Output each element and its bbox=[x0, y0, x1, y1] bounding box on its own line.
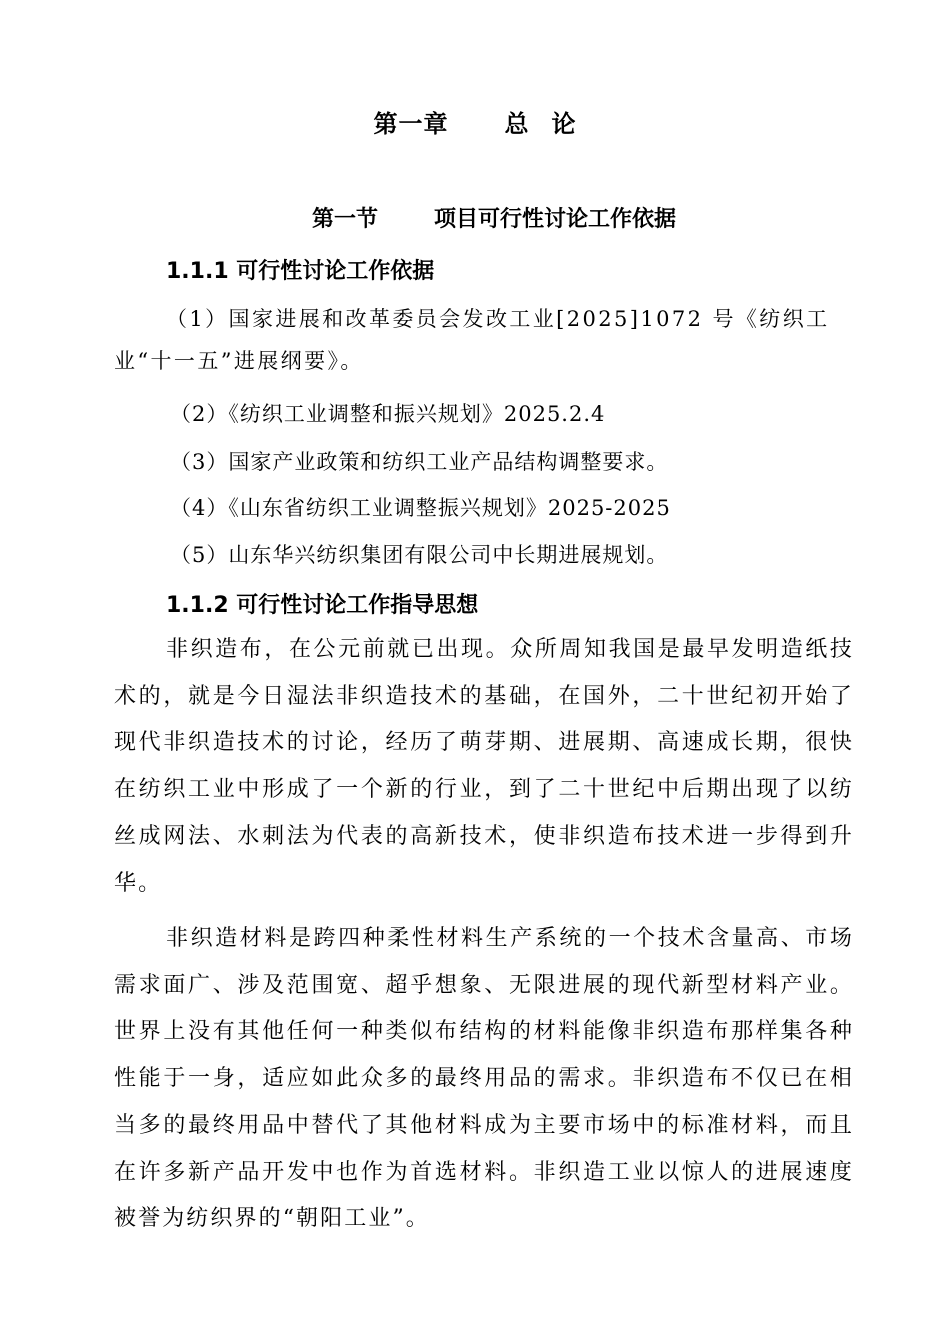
section-title-text: 项目可行性讨论工作依据 bbox=[434, 207, 677, 232]
chapter-title-char-2: 论 bbox=[551, 110, 577, 138]
section-number: 第一节 bbox=[312, 207, 379, 232]
chapter-title bbox=[0, 104, 950, 139]
section-title bbox=[312, 202, 676, 233]
basis-item-3: （3）国家产业政策和纺织工业产品结构调整要求。 bbox=[170, 450, 669, 474]
paragraph-nonwoven-materials: 非织造材料是跨四种柔性材料生产系统的一个技术含量高、市场需求面广、涉及范围宽、超乎想象、无限进展的现代新型材料产业。世界上没有其他任何一种类似布结构的材料能像非织造布那样集各种性能于一身，适应如此众多的最终用品的需求。非织造布不仅已在相当多的最终用品中替代了其他材料成为主要市场中的标准材料，而且在许多新产品开发中也作为首选材料。非织造工业以惊人的进展速度被誉为纺织界的“朝阳工业”。 bbox=[114, 926, 854, 1232]
subsection-heading-1-1-2: 1.1.2 可行性讨论工作指导思想 bbox=[166, 593, 479, 618]
subsection-heading-1-1-1: 1.1.1 可行性讨论工作依据 bbox=[166, 259, 435, 284]
basis-item-5: （5）山东华兴纺织集团有限公司中长期进展规划。 bbox=[170, 543, 669, 567]
basis-item-4: （4）《山东省纺织工业调整振兴规划》2025-2025 bbox=[170, 496, 671, 520]
chapter-number: 第一章 bbox=[373, 110, 449, 138]
chapter-title-char-1: 总 bbox=[504, 110, 530, 138]
basis-item-2: （2）《纺织工业调整和振兴规划》2025.2.4 bbox=[170, 402, 606, 426]
basis-item-1: （1）国家进展和改革委员会发改工业[2025]1072 号《纺织工业“十一五”进展纲要》。 bbox=[114, 307, 830, 373]
paragraph-nonwoven-history: 非织造布，在公元前就已出现。众所周知我国是最早发明造纸技术的，就是今日湿法非织造技术的基础，在国外，二十世纪初开始了现代非织造技术的讨论，经历了萌芽期、进展期、高速成长期，很快在纺织工业中形成了一个新的行业，到了二十世纪中后期出现了以纺丝成网法、水刺法为代表的高新技术，使非织造布技术进一步得到升华。 bbox=[114, 637, 854, 896]
